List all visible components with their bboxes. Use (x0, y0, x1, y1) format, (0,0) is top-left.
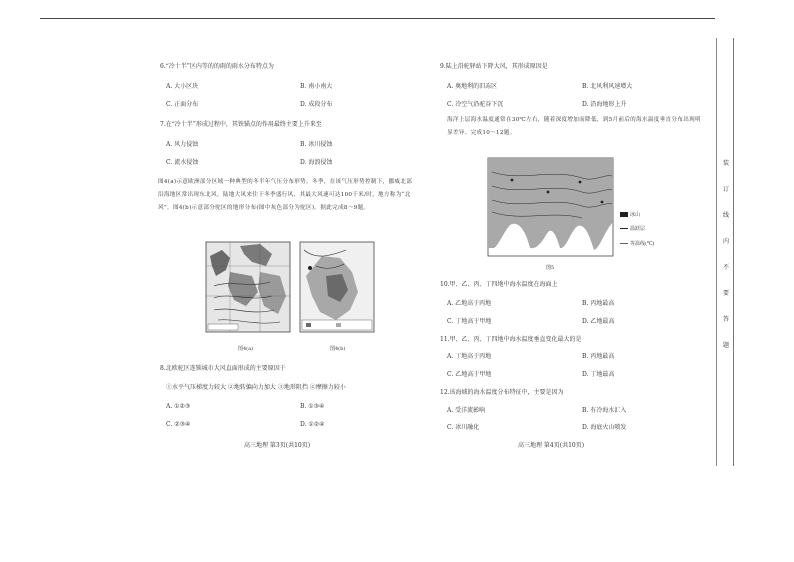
figure-5-caption: 图5 (546, 265, 555, 271)
legend-swatch-isotherm (620, 243, 628, 244)
question-10-option-d: D. 乙地最高 (582, 318, 615, 325)
question-11-option-c: C. 乙地高于甲地 (447, 371, 492, 378)
right-page-footer: 高三地理 第4页(共10页) (518, 442, 585, 449)
question-8-option-d: D. ①②④ (300, 421, 325, 428)
legend-swatch-thermocline (620, 228, 628, 229)
legend-label-iceberg: 冰山 (630, 212, 641, 218)
legend-label-isotherm: 等温线(℃) (630, 241, 655, 247)
legend-label-thermocline: 温跃层 (630, 226, 646, 232)
question-6-option-a: A. 大小区块 (166, 83, 199, 90)
binding-char-6: 要 (723, 290, 730, 297)
question-9-option-c: C. 冷空气沿驼谷下沉 (447, 101, 504, 108)
question-10-option-c: C. 丁地高于甲地 (447, 318, 492, 325)
question-8-option-a: A. ①②③ (166, 403, 191, 410)
question-6-option-d: D. 成段分布 (300, 101, 333, 108)
question-8-option-c: C. ②③④ (166, 421, 191, 428)
figure-5-temperature-profile (482, 152, 617, 260)
question-12-stem: 12.该海域的海水温度分布特征中，主要是因为 (440, 389, 564, 396)
binding-char-2: 订 (723, 186, 730, 193)
question-12-option-a: A. 受洋流影响 (447, 407, 486, 414)
figure-4a-map (200, 236, 293, 341)
question-6-option-c: C. 正面分布 (166, 101, 199, 108)
binding-char-5: 不 (723, 264, 730, 271)
question-7-option-a: A. 风力侵蚀 (166, 141, 199, 148)
question-7-option-d: D. 海浪侵蚀 (300, 159, 333, 166)
binding-char-7: 答 (723, 316, 730, 323)
binding-char-8: 题 (723, 342, 730, 349)
binding-char-4: 内 (723, 238, 730, 245)
left-page-footer: 高三地理 第3页(共10页) (244, 442, 311, 449)
binding-line-right (733, 38, 734, 466)
binding-line-left (716, 38, 717, 466)
question-9-option-b: B. 北风利风速增大 (582, 83, 633, 90)
question-6-option-b: B. 南小南大 (300, 83, 333, 90)
question-10-option-a: A. 乙地高于丙地 (447, 300, 492, 307)
figure-4b-map (296, 236, 378, 341)
question-10-stem: 10.甲、乙、丙、丁四地中海水温度在海面上 (440, 281, 558, 288)
question-9-option-a: A. 奥地利的旧冻区 (447, 83, 498, 90)
legend-swatch-iceberg (620, 212, 628, 217)
question-12-option-c: C. 冰川融化 (447, 424, 480, 431)
figure-4a-caption: 图4(a) (238, 346, 254, 352)
passage-10-12: 海洋上层海水温度通常在30℃左右，随着深度增加而降低，到5月前后的海水温度垂直分布出现明显差异。完成10～12题。 (447, 117, 701, 136)
question-9-option-d: D. 沿海地形上升 (582, 101, 627, 108)
question-8-option-b: B. ①③④ (300, 403, 325, 410)
top-rule (40, 18, 715, 19)
question-11-option-a: A. 丁地高于丙地 (447, 353, 492, 360)
figure-4a (200, 236, 293, 341)
binding-char-1: 装 (723, 160, 730, 167)
question-11-stem: 11.甲、乙、丙、丁四地中海水温度垂直变化最大的是 (440, 336, 582, 343)
question-9-stem: 9.陆上沿驼驿站下降大风，其形成原因是 (440, 63, 548, 70)
question-7-option-c: C. 流水侵蚀 (166, 159, 199, 166)
question-8-stem: 8.北欧驼区连锁城市大风直面形成的主要原因于 (160, 365, 286, 372)
question-11-option-d: D. 丁地最高 (582, 371, 615, 378)
binding-char-3: 线 (723, 212, 730, 219)
figure-5-legend (620, 212, 660, 262)
figure-5 (482, 152, 617, 260)
question-6-stem: 6.“冷十半”区内等的的雨的雨水分布特点为 (160, 63, 274, 70)
passage-8-9: 图4(a)示意欧洲部分区域一种典型的冬半年气压分布形势。冬季，在该气压形势控制下，挪威北部沿海地区常出现东北风，陆地大风来往于冬季盛行风，其最大风速可达100千米/时，地方称为“北风”。图4(b)示意部分驼区的地形分布(图中灰色部分为驼区)。据此完成8～9题。 (158, 179, 413, 211)
question-10-option-b: B. 丙地最高 (582, 300, 615, 307)
question-11-option-b: B. 丙地最高 (582, 353, 615, 360)
question-12-option-d: D. 海底火山喷发 (582, 424, 627, 431)
question-7-stem: 7.在“冷十半”形成过程中，其铁锚点的作用最终主要上升来至 (160, 121, 322, 128)
figure-4b-caption: 图4(b) (330, 346, 346, 352)
question-12-option-b: B. 有冷海水汇入 (582, 407, 627, 414)
question-8-factors: ①水平气压梯度力较大 ②地转偏向力加大 ③地形阻挡 ④摩擦力较小 (166, 384, 346, 391)
figure-4b (296, 236, 378, 341)
question-7-option-b: B. 冰川侵蚀 (300, 141, 333, 148)
